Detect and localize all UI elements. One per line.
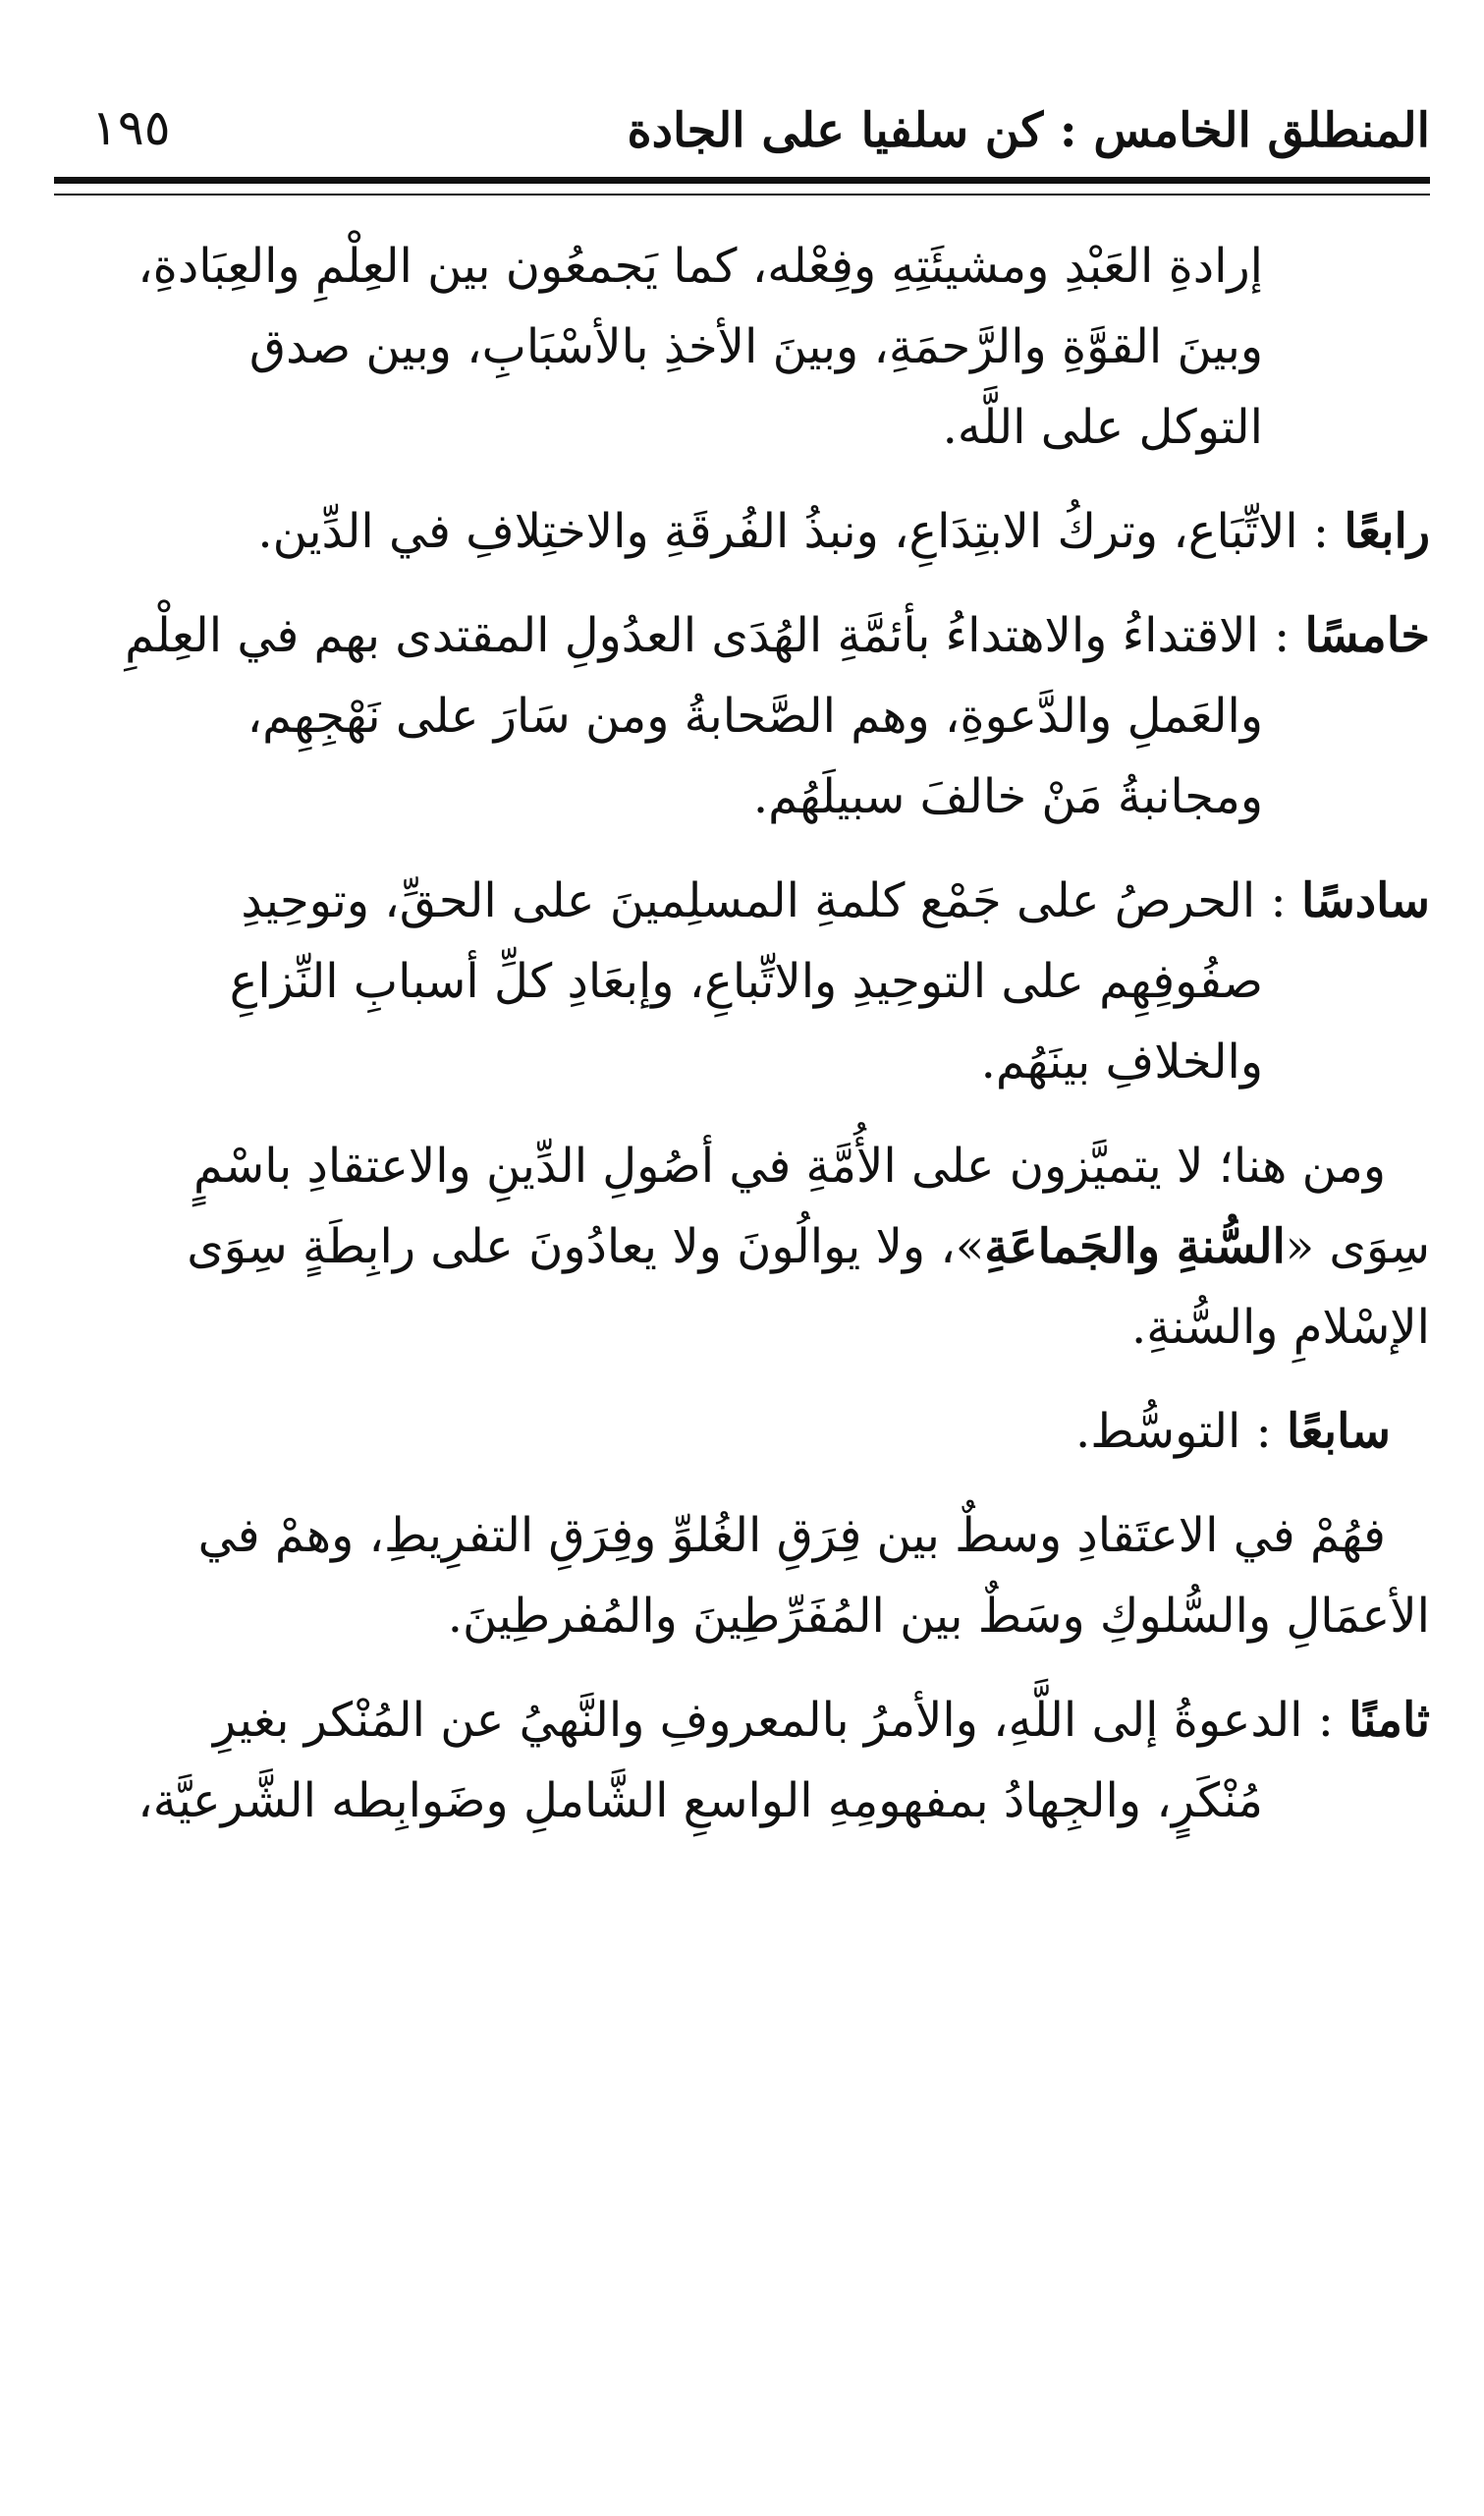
text-span: سِوَى «: [1285, 1219, 1430, 1274]
paragraph-min-huna: [54, 1126, 1430, 1368]
item-label: رابعًا: [1344, 504, 1430, 559]
item-label: ثامنًا: [1348, 1693, 1430, 1748]
text-line: الأعمَالِ والسُّلوكِ وسَطٌ بين المُفَرِّطِينَ والمُفرطِينَ.: [447, 1589, 1430, 1644]
item-label: سادسًا: [1300, 873, 1430, 928]
item-text-continued: صفُوفِهِم على التوحِيدِ والاتِّباعِ، وإبعَادِ كلِّ أسبابِ النِّزاعِ: [229, 954, 1263, 1009]
item-text-continued: والعَملِ والدَّعوةِ، وهم الصَّحابةُ ومن سَارَ على نَهْجِهِم،: [247, 689, 1263, 744]
item-text: : الاقتداءُ والاهتداءُ بأئمَّةِ الهُدَى العدُولِ المقتدى بهم في العِلْمِ: [125, 608, 1291, 663]
item-label: سابعًا: [1287, 1404, 1391, 1459]
item-text-continued: والخلافِ بينَهُم.: [980, 1034, 1263, 1090]
item-text: : الدعوةُ إلى اللَّهِ، والأمرُ بالمعروفِ والنَّهيُ عن المُنْكر بغيرِ: [213, 1693, 1334, 1748]
list-item-4: [54, 491, 1430, 572]
header-rule-thin: [54, 194, 1430, 196]
item-text: : الاتِّبَاع، وتركُ الابتِدَاعِ، ونبذُ الفُرقَةِ والاختِلافِ في الدِّين.: [257, 504, 1330, 559]
header-rule-thick: [54, 177, 1430, 184]
text-line: التوكل على اللَّه.: [942, 400, 1263, 455]
text-span: »، ولا يوالُونَ ولا يعادُونَ على رابِطَةٍ سِوَى: [187, 1219, 985, 1274]
item-text-continued: ومجانبةُ مَنْ خالفَ سبيلَهُم.: [752, 769, 1263, 824]
text-line: فهُمْ في الاعتَقادِ وسطٌ بين فِرَقِ الغُلوِّ وفِرَقِ التفرِيطِ، وهمْ في: [197, 1508, 1386, 1563]
text-line: [54, 1206, 1430, 1287]
text-line: وبينَ القوَّةِ والرَّحمَةِ، وبينَ الأخذِ بالأسْبَابِ، وبين صدق: [248, 319, 1263, 374]
item-text: : التوسُّط.: [1075, 1404, 1272, 1459]
list-item-5: [54, 595, 1430, 837]
running-title: المنطلق الخامس : كن سلفيا على الجادة: [627, 103, 1430, 158]
list-item-7: [54, 1391, 1430, 1472]
text-line: إرادةِ العَبْدِ ومشيئَتِهِ وفِعْله، كما يَجمعُون بين العِلْمِ والعِبَادةِ،: [137, 239, 1263, 294]
page-number: ١٩٥: [91, 99, 171, 156]
bold-term: السُّنةِ والجَماعَةِ: [984, 1219, 1286, 1274]
item-text: : الحرصُ على جَمْع كلمةِ المسلِمينَ على الحقِّ، وتوحِيدِ: [241, 873, 1287, 928]
continuation-paragraph: [54, 226, 1263, 468]
list-item-6: [54, 861, 1430, 1102]
text-line: ومن هنا؛ لا يتميَّزون على الأُمَّةِ في أصُولِ الدِّينِ والاعتقادِ باسْمٍ: [193, 1139, 1386, 1194]
item-text-continued: مُنْكَرٍ، والجِهادُ بمفهومِهِ الواسعِ الشَّاملِ وضَوابِطه الشَّرعيَّة،: [137, 1773, 1263, 1828]
page-body: [54, 226, 1430, 1865]
page-header: [54, 93, 1430, 182]
paragraph-fahum: [54, 1495, 1430, 1656]
text-line: الإسْلامِ والسُّنةِ.: [1131, 1300, 1430, 1355]
item-label: خامسًا: [1304, 608, 1430, 663]
list-item-8: [54, 1680, 1430, 1841]
